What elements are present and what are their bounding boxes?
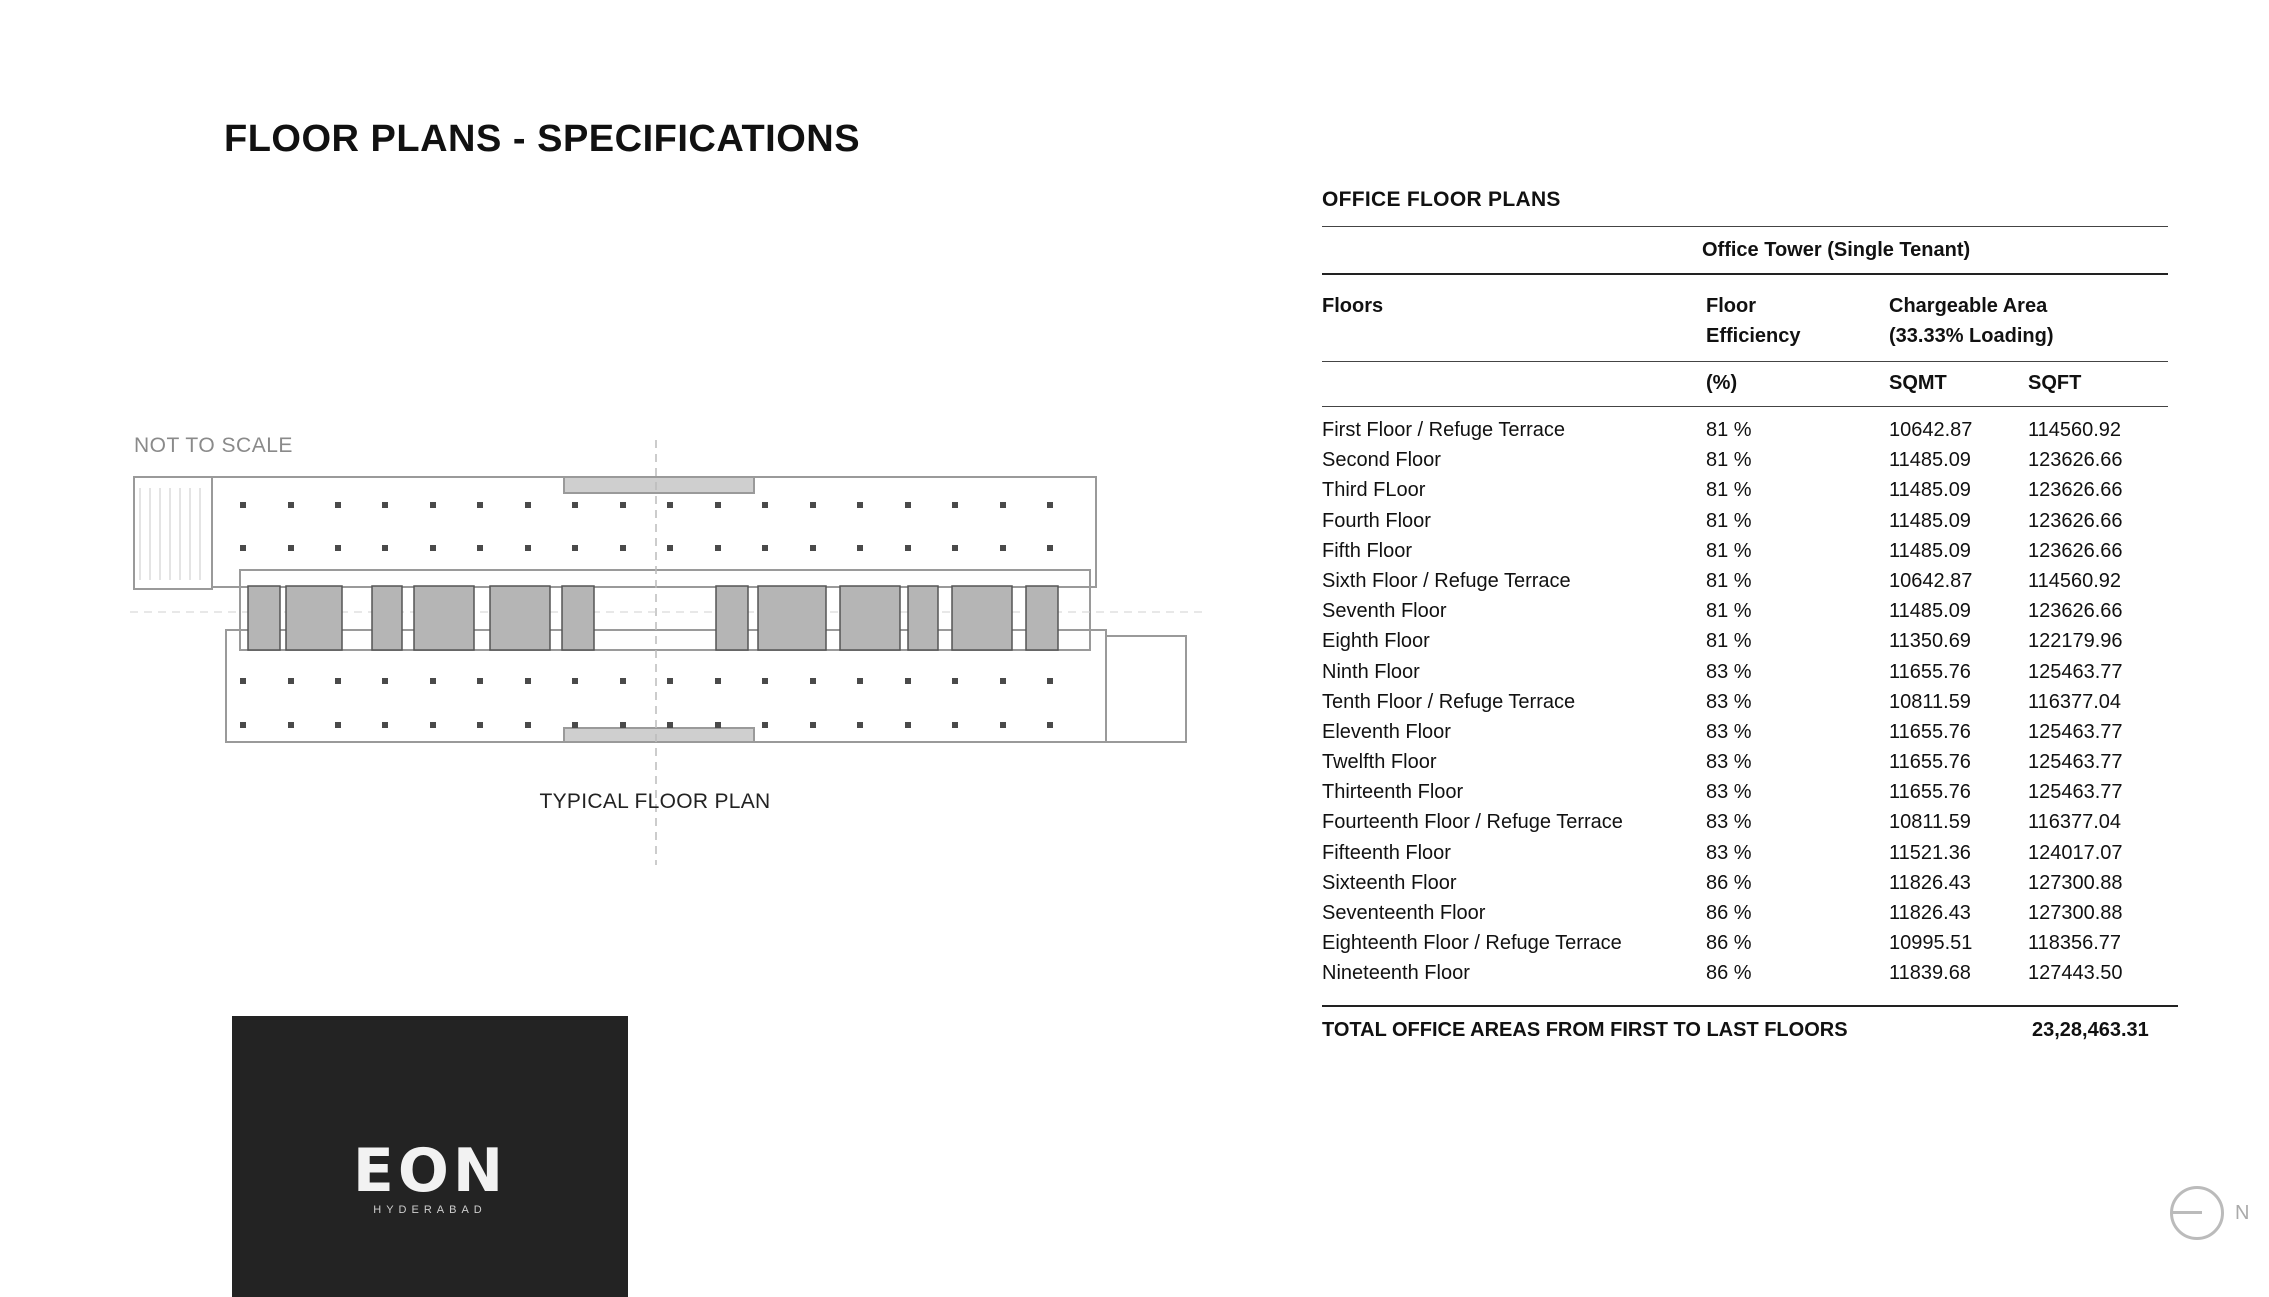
plan-column (762, 502, 768, 508)
table-row (1322, 659, 2168, 689)
plan-column (810, 502, 816, 508)
row-sqmt: 10642.87 (1889, 569, 1973, 592)
plan-column (905, 502, 911, 508)
plan-column (288, 722, 294, 728)
plan-column (857, 678, 863, 684)
total-row (1322, 1007, 2168, 1047)
plan-column (335, 545, 341, 551)
row-sqmt: 11485.09 (1889, 600, 1971, 623)
scale-note: NOT TO SCALE (134, 434, 293, 457)
plan-column (620, 722, 626, 728)
table-title: OFFICE FLOOR PLANS (1322, 188, 1561, 211)
table-row (1322, 960, 2168, 990)
header-efficiency-line2: Efficiency (1706, 325, 1801, 347)
row-sqmt: 11839.68 (1889, 962, 1971, 985)
row-efficiency: 83 % (1706, 781, 1752, 804)
plan-core-unit (248, 586, 280, 650)
table-row (1322, 447, 2168, 477)
row-sqmt: 11826.43 (1889, 902, 1971, 924)
row-sqmt: 11485.09 (1889, 509, 1971, 532)
table-row (1322, 870, 2168, 900)
plan-core-unit (1026, 586, 1058, 650)
table-row (1322, 840, 2168, 870)
row-sqmt: 11350.69 (1889, 630, 1971, 653)
row-sqmt: 10642.87 (1889, 419, 1973, 441)
plan-column (810, 678, 816, 684)
row-sqft: 123626.66 (2028, 479, 2123, 502)
table-row (1322, 628, 2168, 658)
total-value: 23,28,463.31 (2032, 1018, 2149, 1041)
plan-column (905, 545, 911, 551)
row-sqft: 125463.77 (2028, 781, 2123, 804)
plan-column (905, 678, 911, 684)
plan-column (572, 545, 578, 551)
row-sqmt: 11826.43 (1889, 871, 1971, 894)
plan-column (1000, 722, 1006, 728)
row-sqmt: 11485.09 (1889, 449, 1971, 472)
plan-column (477, 678, 483, 684)
table-body (1322, 417, 2168, 991)
table-row (1322, 719, 2168, 749)
table-row (1322, 568, 2168, 598)
plan-column (620, 678, 626, 684)
plan-column (288, 678, 294, 684)
plan-column (240, 502, 246, 508)
plan-column (477, 722, 483, 728)
row-sqft: 124017.07 (2028, 841, 2123, 864)
plan-column (1000, 545, 1006, 551)
plan-core-unit (758, 586, 826, 650)
table-row (1322, 417, 2168, 447)
row-floor: Eighteenth Floor / Refuge Terrace (1322, 932, 1622, 955)
plan-bottom-terrace (564, 728, 754, 742)
group-header: Office Tower (Single Tenant) (1702, 239, 1971, 261)
plan-column (572, 722, 578, 728)
row-efficiency: 81 % (1706, 569, 1752, 592)
plan-column (857, 545, 863, 551)
row-efficiency: 86 % (1706, 932, 1752, 955)
plan-column (1047, 545, 1053, 551)
plan-core-unit (286, 586, 342, 650)
plan-column (477, 502, 483, 508)
plan-column (857, 722, 863, 728)
plan-column (620, 502, 626, 508)
plan-column (952, 502, 958, 508)
column-headers (1322, 275, 2168, 361)
header-floors: Floors (1322, 295, 1384, 317)
plan-column (572, 678, 578, 684)
row-sqft: 116377.04 (2028, 690, 2122, 713)
plan-column (335, 678, 341, 684)
plan-column (240, 545, 246, 551)
plan-core-unit (490, 586, 550, 650)
row-sqft: 125463.77 (2028, 751, 2123, 774)
row-efficiency: 81 % (1706, 509, 1752, 532)
unit-pct: (%) (1706, 372, 1738, 394)
header-chargeable-area (1889, 291, 2053, 351)
row-floor: Twelfth Floor (1322, 751, 1437, 774)
plan-column (715, 545, 721, 551)
row-floor: Eighth Floor (1322, 630, 1430, 653)
plan-column (1047, 678, 1053, 684)
row-sqft: 114560.92 (2028, 419, 2122, 441)
row-efficiency: 81 % (1706, 449, 1752, 472)
row-sqmt: 11655.76 (1889, 751, 1971, 774)
unit-headers (1322, 362, 2168, 406)
plan-column (905, 722, 911, 728)
table-row (1322, 508, 2168, 538)
plan-column (952, 545, 958, 551)
row-sqmt: 11485.09 (1889, 539, 1971, 562)
table-row (1322, 809, 2168, 839)
plan-column (240, 722, 246, 728)
row-sqft: 123626.66 (2028, 449, 2123, 472)
plan-column (525, 545, 531, 551)
plan-column (525, 678, 531, 684)
row-sqmt: 11521.36 (1889, 841, 1971, 864)
plan-column (715, 502, 721, 508)
eon-logo (232, 1016, 628, 1297)
table-row (1322, 689, 2168, 719)
plan-column (430, 545, 436, 551)
page-title: FLOOR PLANS - SPECIFICATIONS (224, 118, 861, 160)
row-sqmt: 10811.59 (1889, 690, 1971, 713)
row-efficiency: 83 % (1706, 751, 1752, 774)
plan-column (667, 545, 673, 551)
plan-core-unit (908, 586, 938, 650)
plan-column (382, 545, 388, 551)
row-efficiency: 83 % (1706, 720, 1752, 743)
plan-column (1000, 502, 1006, 508)
plan-core-unit (952, 586, 1012, 650)
row-sqft: 114560.92 (2028, 569, 2122, 592)
row-efficiency: 81 % (1706, 630, 1752, 653)
plan-column (382, 722, 388, 728)
plan-top-terrace (564, 477, 754, 493)
row-floor: Sixth Floor / Refuge Terrace (1322, 569, 1571, 592)
plan-core-unit (716, 586, 748, 650)
plan-column (477, 545, 483, 551)
table-row (1322, 598, 2168, 628)
plan-column (288, 502, 294, 508)
row-sqft: 127443.50 (2028, 962, 2123, 985)
row-efficiency: 83 % (1706, 690, 1752, 713)
unit-sqft: SQFT (2028, 372, 2082, 394)
compass-label: N (2235, 1202, 2250, 1224)
row-efficiency: 81 % (1706, 600, 1752, 623)
row-efficiency: 83 % (1706, 811, 1752, 834)
table-row (1322, 477, 2168, 507)
plan-column (667, 502, 673, 508)
row-floor: Second Floor (1322, 449, 1441, 472)
compass-needle (2172, 1211, 2202, 1214)
logo-wordmark: EON (352, 1136, 508, 1206)
plan-column (1047, 502, 1053, 508)
row-floor: Fifteenth Floor (1322, 841, 1451, 864)
plan-column (762, 722, 768, 728)
plan-column (952, 722, 958, 728)
table-row (1322, 930, 2168, 960)
plan-column (335, 722, 341, 728)
plan-column (1000, 678, 1006, 684)
plan-column (857, 502, 863, 508)
row-efficiency: 81 % (1706, 479, 1752, 502)
row-sqft: 127300.88 (2028, 871, 2123, 894)
plan-column (667, 722, 673, 728)
plan-column (810, 545, 816, 551)
row-efficiency: 81 % (1706, 539, 1752, 562)
plan-column (288, 545, 294, 551)
plan-core-unit (372, 586, 402, 650)
unit-sqmt: SQMT (1889, 372, 1947, 394)
plan-core-unit (840, 586, 900, 650)
row-sqmt: 11485.09 (1889, 479, 1971, 502)
plan-right-wing (1106, 636, 1186, 742)
plan-column (715, 722, 721, 728)
plan-column (1047, 722, 1053, 728)
plan-column (762, 678, 768, 684)
row-floor: Nineteenth Floor (1322, 962, 1470, 985)
row-floor: Thirteenth Floor (1322, 781, 1464, 804)
total-label: TOTAL OFFICE AREAS FROM FIRST TO LAST FLOORS (1322, 1018, 1848, 1041)
header-area-line2: (33.33% Loading) (1889, 325, 2054, 347)
row-floor: Fourteenth Floor / Refuge Terrace (1322, 811, 1623, 834)
plan-column (952, 678, 958, 684)
row-sqmt: 10995.51 (1889, 932, 1973, 955)
plan-column (620, 545, 626, 551)
plan-core-unit (562, 586, 594, 650)
row-sqft: 116377.04 (2028, 811, 2122, 834)
row-floor: Fourth Floor (1322, 509, 1431, 532)
row-efficiency: 83 % (1706, 660, 1752, 683)
plan-column (382, 502, 388, 508)
table-row (1322, 538, 2168, 568)
row-floor: Seventeenth Floor (1322, 902, 1486, 924)
row-sqmt: 11655.76 (1889, 660, 1971, 683)
plan-column (525, 722, 531, 728)
plan-column (572, 502, 578, 508)
row-efficiency: 86 % (1706, 962, 1752, 985)
plan-column (525, 502, 531, 508)
logo-subtitle: HYDERABAD (373, 1204, 487, 1216)
plan-column (240, 678, 246, 684)
row-sqft: 118356.77 (2028, 932, 2122, 955)
plan-column (762, 545, 768, 551)
plan-core-unit (414, 586, 474, 650)
header-area-line1: Chargeable Area (1889, 295, 2048, 317)
table-row (1322, 779, 2168, 809)
plan-column (430, 678, 436, 684)
row-sqft: 123626.66 (2028, 600, 2123, 623)
divider (1322, 406, 2168, 407)
row-floor: Seventh Floor (1322, 600, 1447, 623)
row-sqft: 127300.88 (2028, 902, 2123, 924)
plan-caption: TYPICAL FLOOR PLAN (539, 790, 771, 813)
row-floor: Tenth Floor / Refuge Terrace (1322, 690, 1576, 713)
row-sqft: 123626.66 (2028, 509, 2123, 532)
row-floor: First Floor / Refuge Terrace (1322, 419, 1566, 441)
row-floor: Third FLoor (1322, 479, 1426, 502)
row-floor: Fifth Floor (1322, 539, 1413, 562)
row-sqft: 125463.77 (2028, 660, 2123, 683)
row-sqmt: 11655.76 (1889, 720, 1971, 743)
plan-column (335, 502, 341, 508)
table-row (1322, 749, 2168, 779)
row-floor: Eleventh Floor (1322, 720, 1451, 743)
row-efficiency: 83 % (1706, 841, 1752, 864)
plan-column (382, 678, 388, 684)
plan-column (430, 502, 436, 508)
plan-column (667, 678, 673, 684)
row-sqmt: 10811.59 (1889, 811, 1971, 834)
row-efficiency: 86 % (1706, 902, 1752, 924)
row-floor: Ninth Floor (1322, 660, 1420, 683)
row-floor: Sixteenth Floor (1322, 871, 1457, 894)
plan-column (715, 678, 721, 684)
table-row (1322, 900, 2168, 930)
office-floor-plans-table (1322, 188, 2168, 1047)
row-sqmt: 11655.76 (1889, 781, 1971, 804)
row-sqft: 125463.77 (2028, 720, 2123, 743)
row-sqft: 123626.66 (2028, 539, 2123, 562)
header-efficiency (1706, 291, 1800, 351)
plan-column (810, 722, 816, 728)
row-efficiency: 86 % (1706, 871, 1752, 894)
plan-column (430, 722, 436, 728)
row-efficiency: 81 % (1706, 419, 1752, 441)
row-sqft: 122179.96 (2028, 630, 2123, 653)
header-efficiency-line1: Floor (1706, 295, 1756, 317)
